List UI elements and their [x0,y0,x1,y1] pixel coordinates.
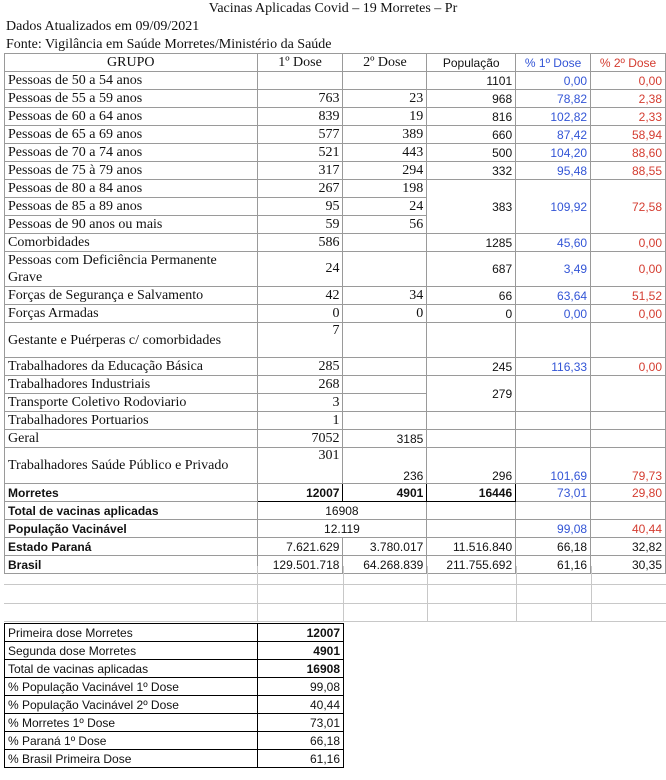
cell-dose2: 198 [343,180,427,198]
cell-dose1: 95 [257,198,343,216]
cell-dose2 [343,412,427,430]
grid-line [516,566,517,622]
summary-value: 16908 [258,660,344,678]
cell-pct2: 40,44 [591,520,666,538]
cell-dose1: 1 [257,412,343,430]
cell-populacao: 660 [427,126,516,144]
row-label: População Vacinável [5,520,258,538]
cell-populacao: 11.516.840 [427,538,516,556]
table-row [5,287,666,305]
cell-dose1 [257,72,343,90]
cell-pct1 [516,323,591,358]
table-row [5,358,666,376]
cell-dose2 [343,323,427,358]
summary-row [5,642,344,660]
summary-label: % População Vacinável 1º Dose [5,678,258,696]
cell-pct1: 3,49 [516,252,591,287]
cell-pct1: 66,18 [516,538,591,556]
total-row-morretes [5,484,666,502]
cell-pct2: 32,82 [591,538,666,556]
cell-pct2: 79,73 [591,448,666,484]
cell-pct1: 116,33 [516,358,591,376]
cell-pct1: 99,08 [516,520,591,538]
cell-pct2: 51,52 [591,287,666,305]
cell-pct2: 0,00 [591,305,666,323]
cell-dose2 [343,234,427,252]
row-label: Pessoas de 75 à 79 anos [5,162,258,180]
table-row [5,180,666,198]
summary-value: 66,18 [258,732,344,750]
cell-pct2: 88,60 [591,144,666,162]
row-label: Pessoas de 55 a 59 anos [5,90,258,108]
vaccination-table [4,53,666,574]
row-label: Trabalhadores Saúde Público e Privado [5,448,258,484]
cell-pct1: 104,20 [516,144,591,162]
cell-populacao: 383 [427,180,516,234]
summary-label: % Paraná 1º Dose [5,732,258,750]
cell-dose1: 7.621.629 [257,538,343,556]
grid-line [4,584,666,585]
header-pct2: % 2º Dose [591,54,666,72]
cell-pct1: 78,82 [516,90,591,108]
cell-dose1: 24 [257,252,343,287]
cell-dose2 [343,252,427,287]
row-label: Trabalhadores Industriais [5,376,258,394]
summary-row [5,678,344,696]
summary-label: % População Vacinável 2º Dose [5,696,258,714]
cell-pct1 [516,502,591,520]
table-row [5,252,666,287]
cell-dose2: 34 [343,287,427,305]
table-row [5,412,666,430]
cell-dose1: 7 [257,323,343,358]
cell-pct2: 0,00 [591,252,666,287]
cell-populacao: 1285 [427,234,516,252]
cell-dose2: 443 [343,144,427,162]
summary-label: Primeira dose Morretes [5,624,258,642]
cell-dose2 [343,358,427,376]
cell-pct2 [591,430,666,448]
cell-pct1: 95,48 [516,162,591,180]
total-row-pop-vacinavel [5,520,666,538]
cell-dose2 [343,376,427,394]
table-header-row [5,54,666,72]
summary-row [5,750,344,768]
cell-dose1: 3 [257,394,343,412]
summary-row [5,624,344,642]
grid-line [4,603,666,604]
grid-line [4,621,666,622]
cell-pct2: 88,55 [591,162,666,180]
row-label: Pessoas de 70 a 74 anos [5,144,258,162]
cell-populacao [427,430,516,448]
cell-total: 16908 [257,502,427,520]
grid-line [343,566,344,622]
grid-line [427,566,428,622]
row-label: Pessoas de 85 a 89 anos [5,198,258,216]
summary-label: % Morretes 1º Dose [5,714,258,732]
cell-dose1: 0 [257,305,343,323]
summary-label: Total de vacinas aplicadas [5,660,258,678]
cell-dose2: 19 [343,108,427,126]
cell-populacao: 66 [427,287,516,305]
cell-dose1: 267 [257,180,343,198]
cell-pct1: 45,60 [516,234,591,252]
cell-populacao [427,502,516,520]
cell-dose1: 59 [257,216,343,234]
cell-dose2 [343,72,427,90]
cell-pct1: 61,16 [516,556,591,574]
cell-pct1: 101,69 [516,448,591,484]
cell-pct2 [591,376,666,412]
cell-dose2: 294 [343,162,427,180]
row-label: Gestante e Puérperas c/ comorbidades [5,323,258,358]
cell-dose1: 586 [257,234,343,252]
table-row [5,126,666,144]
cell-dose1: 42 [257,287,343,305]
cell-populacao: 968 [427,90,516,108]
row-label: Pessoas com Deficiência Permanente Grave [5,252,258,287]
cell-populacao: 332 [427,162,516,180]
table-row [5,430,666,448]
row-label: Transporte Coletivo Rodoviario [5,394,258,412]
cell-pct2: 72,58 [591,180,666,234]
header-grupo: GRUPO [5,54,258,72]
cell-populacao: 279 [427,376,516,412]
row-label: Trabalhadores Portuarios [5,412,258,430]
row-label: Forças de Segurança e Salvamento [5,287,258,305]
cell-populacao: 296 [427,448,516,484]
summary-value: 4901 [258,642,344,660]
cell-populacao: 211.755.692 [427,556,516,574]
cell-populacao: 16446 [427,484,516,502]
cell-pct1 [516,376,591,412]
cell-dose1: 763 [257,90,343,108]
header-dose1: 1º Dose [257,54,343,72]
cell-dose1: 7052 [257,430,343,448]
cell-pct2: 2,33 [591,108,666,126]
cell-populacao: 0 [427,305,516,323]
table-row [5,162,666,180]
table-row [5,72,666,90]
header-pct1: % 1º Dose [516,54,591,72]
table-row [5,234,666,252]
grid-line [257,566,258,622]
cell-dose1: 301 [257,448,343,484]
row-label: Trabalhadores da Educação Básica [5,358,258,376]
grid-line [591,566,592,622]
cell-pct2: 58,94 [591,126,666,144]
table-row [5,323,666,358]
cell-dose1: 129.501.718 [257,556,343,574]
row-label: Pessoas de 65 a 69 anos [5,126,258,144]
summary-label: Segunda dose Morretes [5,642,258,660]
row-label: Brasil [5,556,258,574]
cell-pct2: 2,38 [591,90,666,108]
summary-row [5,696,344,714]
cell-dose1: 317 [257,162,343,180]
header-populacao: População [427,54,516,72]
summary-row [5,660,344,678]
cell-dose2: 236 [343,448,427,484]
summary-value: 40,44 [258,696,344,714]
cell-pct1: 87,42 [516,126,591,144]
total-row-brasil [5,556,666,574]
table-row [5,305,666,323]
cell-pct2: 0,00 [591,72,666,90]
cell-dose2: 24 [343,198,427,216]
cell-pct2: 0,00 [591,234,666,252]
data-source: Fonte: Vigilância em Saúde Morretes/Ministério da Saúde [6,37,332,52]
cell-dose2: 0 [343,305,427,323]
row-label: Pessoas de 50 a 54 anos [5,72,258,90]
cell-pct2 [591,502,666,520]
row-label: Morretes [5,484,258,502]
cell-dose2: 64.268.839 [343,556,427,574]
summary-value: 12007 [258,624,344,642]
row-label: Pessoas de 90 anos ou mais [5,216,258,234]
cell-pct1: 73,01 [516,484,591,502]
cell-dose2: 56 [343,216,427,234]
cell-populacao: 500 [427,144,516,162]
cell-pct1 [516,412,591,430]
cell-pct2 [591,412,666,430]
cell-pct1 [516,430,591,448]
summary-row [5,732,344,750]
row-label: Forças Armadas [5,305,258,323]
cell-pct2: 0,00 [591,358,666,376]
cell-dose2 [343,394,427,412]
cell-pct1: 0,00 [516,72,591,90]
cell-dose2: 3185 [343,430,427,448]
row-label: Total de vacinas aplicadas [5,502,258,520]
cell-populacao: 245 [427,358,516,376]
cell-dose1: 839 [257,108,343,126]
total-row-parana [5,538,666,556]
cell-populacao: 1101 [427,72,516,90]
row-label: Pessoas de 60 a 64 anos [5,108,258,126]
table-row [5,90,666,108]
cell-dose2: 23 [343,90,427,108]
cell-populacao: 687 [427,252,516,287]
cell-dose2: 389 [343,126,427,144]
cell-pct1: 63,64 [516,287,591,305]
cell-dose1: 285 [257,358,343,376]
table-row [5,108,666,126]
header-dose2: 2º Dose [343,54,427,72]
row-label: Estado Paraná [5,538,258,556]
cell-dose2: 3.780.017 [343,538,427,556]
summary-value: 61,16 [258,750,344,768]
cell-dose1: 12007 [257,484,343,502]
row-label: Comorbidades [5,234,258,252]
table-row [5,448,666,484]
cell-populacao: 816 [427,108,516,126]
cell-total: 12.119 [257,520,427,538]
cell-dose1: 521 [257,144,343,162]
table-row [5,376,666,394]
cell-populacao [427,412,516,430]
summary-value: 99,08 [258,678,344,696]
summary-value: 73,01 [258,714,344,732]
cell-pct2: 30,35 [591,556,666,574]
cell-populacao [427,520,516,538]
row-label: Pessoas de 80 a 84 anos [5,180,258,198]
total-row-aplicadas [5,502,666,520]
cell-dose1: 577 [257,126,343,144]
row-label: Geral [5,430,258,448]
table-row [5,144,666,162]
cell-dose1: 268 [257,376,343,394]
cell-pct1: 109,92 [516,180,591,234]
summary-table [4,623,344,768]
cell-populacao [427,323,516,358]
update-date: Dados Atualizados em 09/09/2021 [6,19,200,34]
cell-pct1: 0,00 [516,305,591,323]
cell-pct1: 102,82 [516,108,591,126]
cell-pct2: 29,80 [591,484,666,502]
cell-dose2: 4901 [343,484,427,502]
summary-label: % Brasil Primeira Dose [5,750,258,768]
cell-pct2 [591,323,666,358]
sheet-title: Vacinas Aplicadas Covid – 19 Morretes – Pr [208,1,458,16]
summary-row [5,714,344,732]
